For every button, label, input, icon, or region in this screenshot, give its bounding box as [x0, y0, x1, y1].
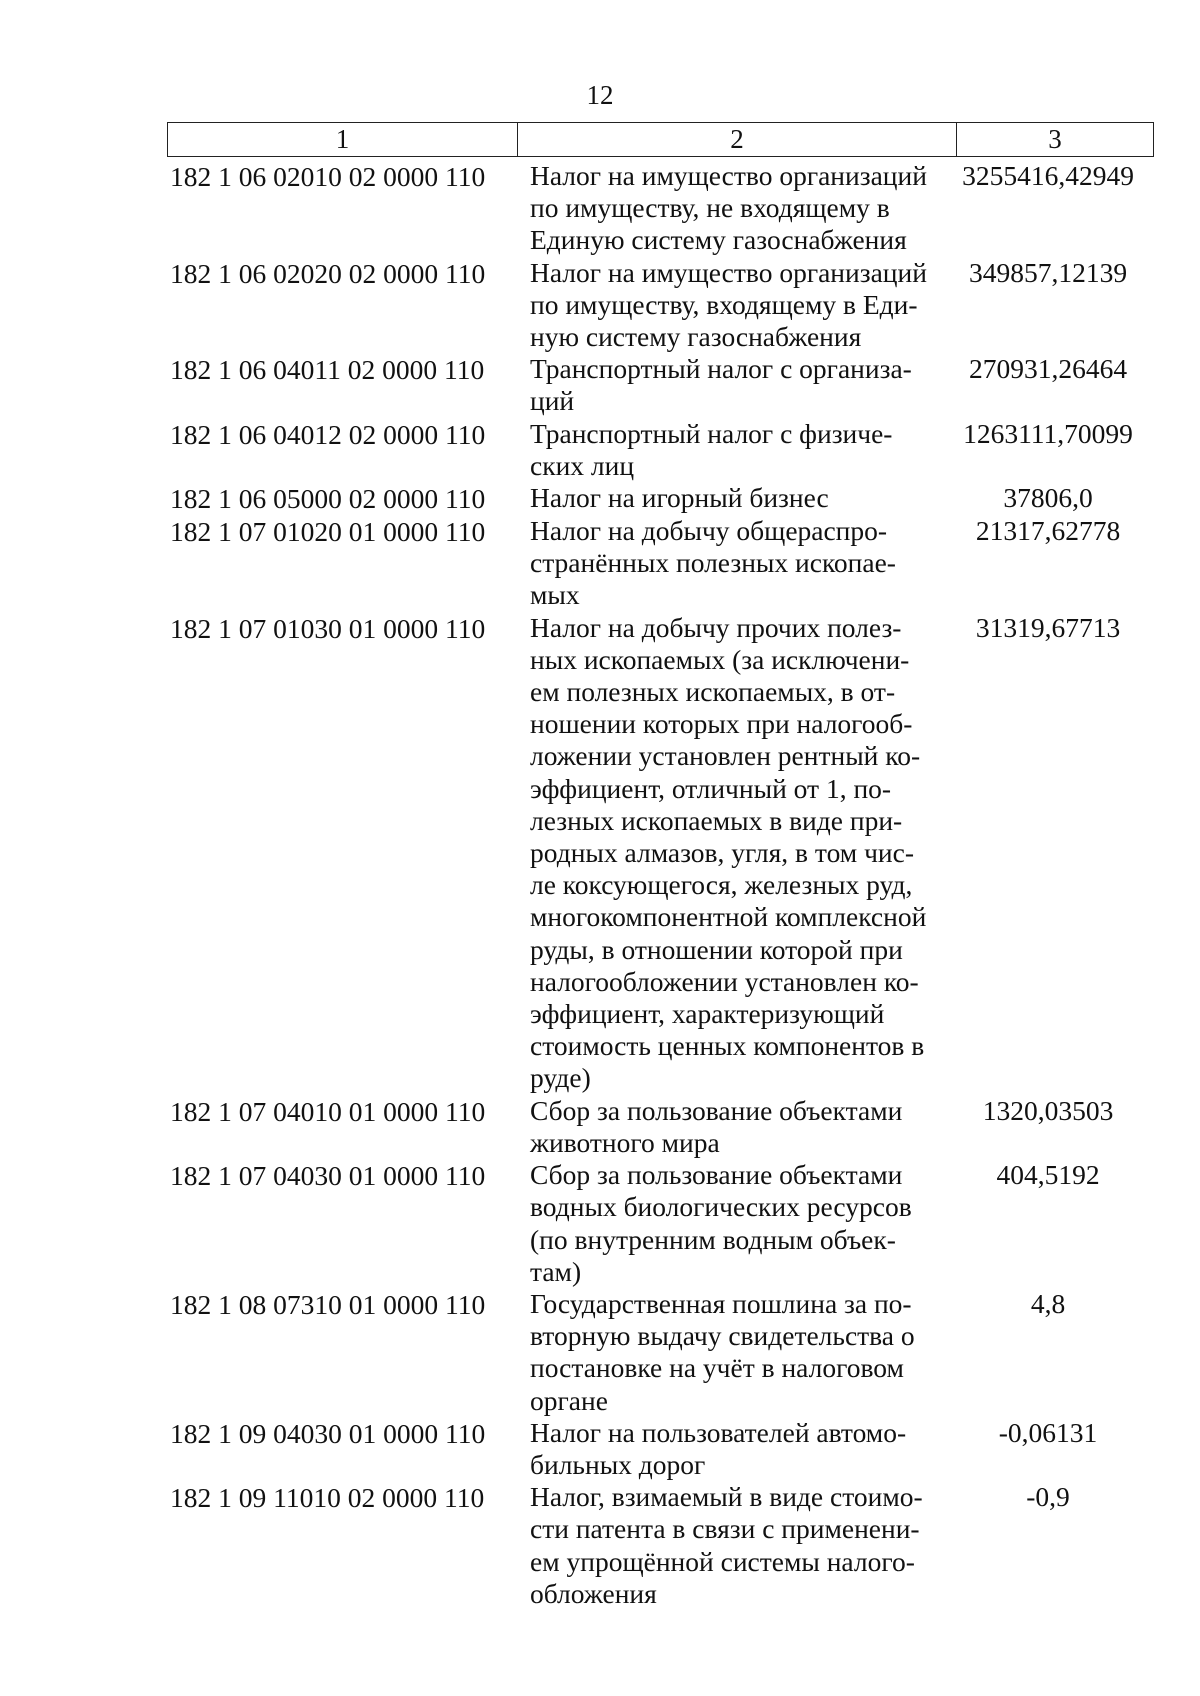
row-code: 182 1 06 02020 02 0000 110 — [170, 257, 486, 289]
table-row — [170, 353, 1160, 417]
table-body — [170, 160, 1160, 1610]
table-row — [170, 160, 1160, 257]
row-name: Налог на добычу прочих полез- ных ископаемых (за исключени- ем полезных ископаемых, в от- ношении которых при налогооб- ложении установлен рентный ко- эффициент, отличный от 1, по- лезных ископаемых в виде при- родных алмазов, угля, в том чис- ле коксующегося, железных руд, многокомпонентной комплексной руды, в отношении которой при налогообложении установлен ко- эффициент, характеризующий стоимость ценных компонентов в руде) — [530, 611, 927, 1094]
row-amount: 1263111,70099 — [963, 417, 1133, 449]
header-col-1: 1 — [168, 123, 518, 156]
row-name: Налог на игорный бизнес — [530, 482, 829, 514]
row-name: Транспортный налог с физиче- ских лиц — [530, 417, 893, 481]
row-amount: 1320,03503 — [982, 1094, 1114, 1126]
row-code: 182 1 07 01030 01 0000 110 — [170, 612, 486, 644]
table-row — [170, 612, 1160, 1095]
row-amount: 404,5192 — [996, 1159, 1100, 1191]
row-amount: 21317,62778 — [975, 515, 1121, 547]
row-amount: -0,9 — [1026, 1481, 1070, 1513]
row-code: 182 1 06 02010 02 0000 110 — [170, 161, 486, 192]
row-name: Налог на пользователей автомо- бильных дорог — [530, 1416, 907, 1480]
row-code: 182 1 09 04030 01 0000 110 — [170, 1417, 486, 1449]
row-amount: 31319,67713 — [975, 611, 1121, 643]
row-amount: -0,06131 — [998, 1416, 1098, 1448]
row-name: Государственная пошлина за по- вторную выдачу свидетельства о постановке на учёт в налоговом органе — [530, 1287, 915, 1416]
row-amount: 270931,26464 — [968, 353, 1128, 385]
row-name: Налог на добычу общераспро- странённых полезных ископае- мых — [530, 515, 896, 611]
row-amount: 4,8 — [1030, 1287, 1066, 1319]
header-col-2: 2 — [518, 123, 957, 156]
table-row — [170, 257, 1160, 354]
table-row — [170, 1481, 1160, 1610]
table-row — [170, 1417, 1160, 1481]
row-name: Налог, взимаемый в виде стоимо- сти патента в связи с применени- ем упрощённой системы налого- обложения — [530, 1481, 923, 1609]
row-code: 182 1 08 07310 01 0000 110 — [170, 1288, 486, 1320]
row-code: 182 1 07 01020 01 0000 110 — [170, 516, 486, 548]
row-code: 182 1 09 11010 02 0000 110 — [170, 1482, 485, 1514]
table-row — [170, 1288, 1160, 1417]
row-code: 182 1 07 04010 01 0000 110 — [170, 1095, 486, 1127]
row-name: Налог на имущество организаций по имуществу, входящему в Еди- ную систему газоснабжения — [530, 256, 927, 353]
table-row — [170, 482, 1160, 515]
row-name: Сбор за пользование объектами водных биологических ресурсов (по внутренним водным объек- там) — [530, 1159, 912, 1287]
row-name: Сбор за пользование объектами животного мира — [530, 1094, 903, 1158]
header-col-3: 3 — [1048, 124, 1062, 154]
table-row — [170, 1159, 1160, 1288]
row-amount: 349857,12139 — [968, 256, 1128, 288]
page-number: 12 — [586, 80, 614, 110]
row-code: 182 1 06 04012 02 0000 110 — [170, 418, 486, 450]
table-header — [167, 122, 1154, 157]
row-amount: 37806,0 — [1003, 482, 1093, 514]
table-row — [170, 418, 1160, 482]
row-name: Налог на имущество организаций по имуществу, не входящему в Единую систему газоснабжения — [530, 160, 927, 256]
row-name: Транспортный налог с организа- ций — [530, 353, 912, 417]
row-code: 182 1 07 04030 01 0000 110 — [170, 1160, 486, 1192]
row-code: 182 1 06 05000 02 0000 110 — [170, 483, 486, 515]
table-row — [170, 515, 1160, 612]
row-amount: 3255416,42949 — [962, 160, 1134, 191]
table-row — [170, 1095, 1160, 1159]
row-code: 182 1 06 04011 02 0000 110 — [170, 354, 485, 386]
